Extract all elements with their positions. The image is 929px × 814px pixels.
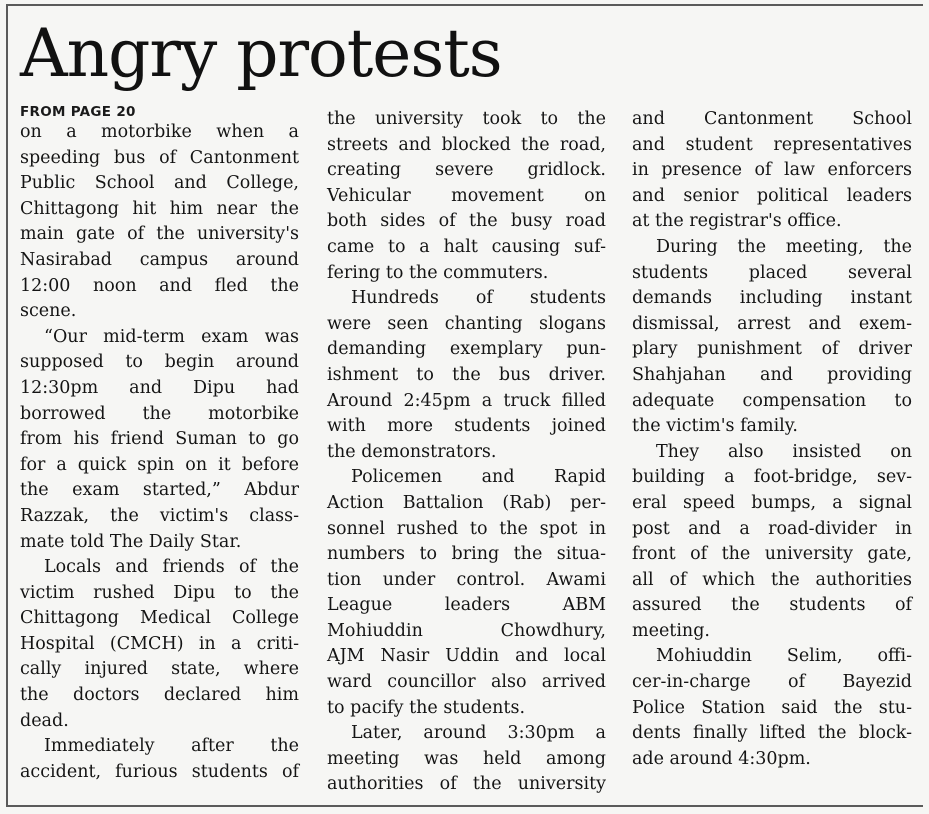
text-line: Mohiuddin Chowdhury, [327, 620, 606, 641]
text-line: cally injured state, where [20, 659, 299, 680]
text-line: dents finally lifted the block- [632, 723, 912, 744]
text-line: Police Station said the stu- [632, 697, 912, 718]
text-line: Vehicular movement on [327, 185, 606, 206]
text-line: building a foot-bridge, sev- [632, 467, 912, 488]
text-line: the university took to the [327, 109, 606, 129]
text-line: Around 2:45pm a truck filled [327, 390, 606, 411]
text-line: speeding bus of Cantonment [20, 147, 299, 168]
text-line: streets and blocked the road, [327, 134, 606, 155]
text-line: plary punishment of driver [632, 339, 912, 360]
text-line: meeting. [632, 620, 710, 641]
text-line: ishment to the bus driver. [327, 364, 606, 385]
text-line: came to a halt causing suf- [327, 236, 606, 257]
text-line: assured the students of [632, 595, 912, 616]
text-line: tion under control. Awami [327, 569, 606, 590]
text-line: the victim's family. [632, 416, 798, 437]
text-line: Public School and College, [20, 173, 299, 194]
text-line: were seen chanting slogans [327, 313, 606, 334]
text-line: post and a road-divider in [632, 518, 912, 539]
text-line: eral speed bumps, a signal [632, 492, 912, 513]
text-line: all of which the authorities [632, 569, 912, 590]
bottom-border-rule [6, 805, 923, 807]
text-line: dead. [20, 710, 69, 731]
text-line: the exam started,” Abdur [20, 480, 299, 501]
text-line: the demonstrators. [327, 441, 497, 462]
text-line: and senior political leaders [632, 185, 912, 206]
text-line: ade around 4:30pm. [632, 748, 811, 769]
text-line: mate told The Daily Star. [20, 531, 242, 552]
text-line: During the meeting, the [656, 236, 912, 257]
text-line: demanding exemplary pun- [327, 339, 606, 360]
text-line: and Cantonment School [632, 109, 912, 129]
text-line: with more students joined [327, 416, 606, 437]
text-line: numbers to bring the situa- [327, 544, 606, 565]
text-line: 12:00 noon and fled the [20, 275, 299, 296]
text-line: both sides of the busy road [327, 211, 606, 232]
text-line: and student representatives [632, 134, 912, 155]
top-border-rule [6, 4, 923, 6]
text-line: from his friend Suman to go [20, 429, 299, 450]
text-line: demands including instant [632, 288, 912, 309]
text-line: meeting was held among [327, 748, 606, 769]
text-line: borrowed the motorbike [20, 403, 299, 424]
text-line: sonnel rushed to the spot in [327, 518, 606, 539]
text-line: Locals and friends of the [44, 557, 299, 578]
text-line: cer-in-charge of Bayezid [632, 672, 912, 693]
text-line: front of the university gate, [632, 544, 912, 565]
text-line: victim rushed Dipu to the [20, 582, 299, 603]
text-line: ward councillor also arrived [327, 672, 606, 693]
text-line: scene. [20, 301, 77, 322]
text-line: Shahjahan and providing [632, 364, 912, 385]
text-line: Hospital (CMCH) in a criti- [20, 633, 299, 654]
article-column-3 [632, 107, 912, 772]
text-line: “Our mid-term exam was [44, 326, 299, 347]
text-line: authorities of the university [327, 774, 606, 795]
article-column-1 [20, 120, 299, 785]
text-line: AJM Nasir Uddin and local [327, 646, 606, 667]
text-line: for a quick spin on it before [20, 454, 299, 475]
text-line: accident, furious students of [20, 761, 299, 782]
text-line: Chittagong hit him near the [20, 198, 299, 219]
text-line: Immediately after the [44, 736, 299, 757]
text-line: League leaders ABM [327, 595, 606, 616]
text-line: the doctors declared him [20, 685, 299, 706]
text-line: Later, around 3:30pm a [351, 723, 606, 744]
text-line: Action Battalion (Rab) per- [327, 492, 606, 513]
text-line: main gate of the university's [20, 224, 299, 245]
text-line: supposed to begin around [20, 352, 299, 373]
text-line: 12:30pm and Dipu had [20, 377, 299, 398]
text-line: They also insisted on [656, 441, 912, 462]
text-line: to pacify the students. [327, 697, 526, 718]
left-border-rule [6, 4, 8, 806]
text-line: creating severe gridlock. [327, 160, 606, 181]
text-line: dismissal, arrest and exem- [632, 313, 912, 334]
text-line: Razzak, the victim's class- [20, 505, 299, 526]
headline: Angry protests [20, 15, 502, 92]
text-line: adequate compensation to [632, 390, 912, 411]
text-line: in presence of law enforcers [632, 160, 912, 181]
text-line: students placed several [632, 262, 912, 283]
continuation-kicker: FROM PAGE 20 [20, 104, 136, 120]
article-column-2 [327, 107, 606, 798]
text-line: Chittagong Medical College [20, 608, 299, 629]
text-line: Mohiuddin Selim, offi- [656, 646, 912, 667]
text-line: fering to the commuters. [327, 262, 549, 283]
text-line: at the registrar's office. [632, 211, 842, 232]
text-line: Hundreds of students [351, 288, 606, 309]
text-line: on a motorbike when a [20, 122, 299, 142]
text-line: Nasirabad campus around [20, 249, 299, 270]
text-line: Policemen and Rapid [351, 467, 606, 488]
